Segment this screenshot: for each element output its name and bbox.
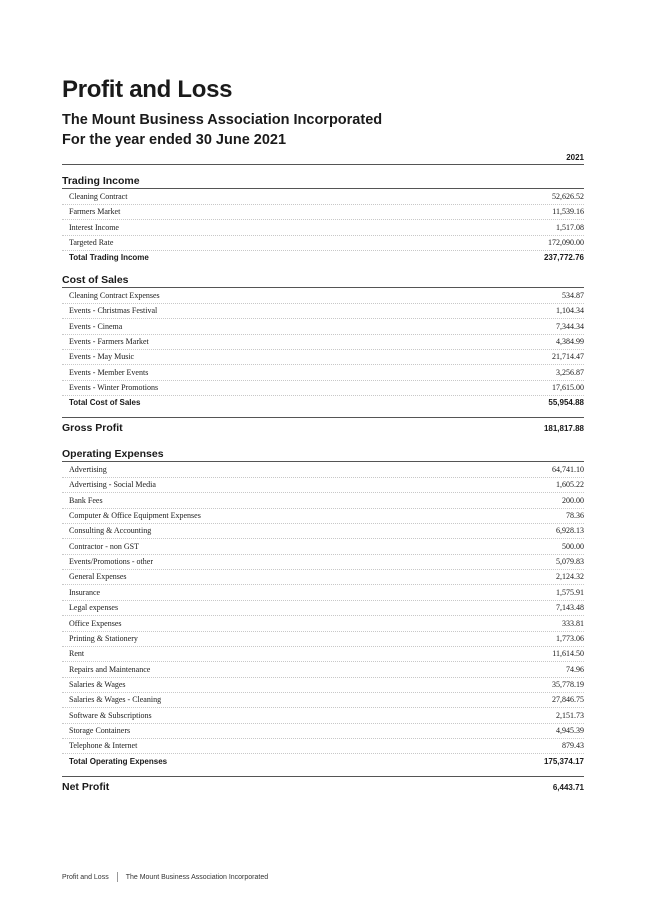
row-label: Salaries & Wages - Cleaning [69,695,162,705]
row-label: Telephone & Internet [69,741,138,751]
row-label: Consulting & Accounting [69,526,152,536]
row-value: 11,614.50 [552,649,584,659]
row-value: 333.81 [562,618,584,628]
row-label: Farmers Market [69,207,121,217]
row-label: Storage Containers [69,725,131,735]
gross-profit-row [62,417,584,440]
footer-separator [117,872,118,882]
row-label: Rent [69,649,85,659]
row-value: 1,517.08 [556,222,584,232]
row-value: 52,626.52 [552,192,584,201]
report-period: For the year ended 30 June 2021 [62,132,287,148]
table-row [62,677,584,693]
table-row [62,692,584,708]
table-row [62,662,584,678]
section-heading-operating-expenses: Operating Expenses [62,448,584,462]
total-row [62,395,584,410]
row-value: 11,539.16 [552,207,584,217]
row-value: 500.00 [562,541,584,551]
gross-profit-value: 181,817.88 [543,424,584,433]
table-row [62,585,584,601]
gross-profit-label: Gross Profit [62,422,123,434]
row-label: Events/Promotions - other [69,557,153,567]
row-value: 7,344.34 [556,321,584,331]
total-label: Total Cost of Sales [69,398,141,408]
total-row [62,754,584,769]
row-label: Software & Subscriptions [69,710,152,720]
footer-report-name: Profit and Loss [62,873,109,881]
table-row [62,523,584,539]
row-label: Advertising [69,465,107,474]
row-value: 2,151.73 [556,710,584,720]
row-value: 534.87 [562,291,584,300]
net-profit-value: 6,443.71 [552,783,584,792]
row-label: General Expenses [69,572,127,582]
section-heading-cost-of-sales: Cost of Sales [62,274,584,288]
total-value: 55,954.88 [548,398,584,408]
row-label: Targeted Rate [69,238,114,248]
row-label: Printing & Stationery [69,633,138,643]
table-row [62,616,584,632]
row-label: Events - May Music [69,352,135,362]
row-label: Events - Cinema [69,321,123,331]
row-label: Salaries & Wages [69,679,126,689]
row-value: 4,384.99 [556,337,584,347]
table-row [62,646,584,662]
page-title: Profit and Loss [62,76,233,103]
row-value: 78.36 [566,511,584,521]
footer-organization: The Mount Business Association Incorporated [125,873,269,881]
total-label: Total Trading Income [69,253,149,263]
row-label: Events - Member Events [69,367,149,377]
row-label: Repairs and Maintenance [69,664,151,674]
table-row [62,319,584,335]
table-row [62,554,584,570]
net-profit-row [62,776,584,799]
row-value: 21,714.47 [552,352,584,362]
row-value: 3,256.87 [556,367,584,377]
table-row [62,288,584,304]
table-row [62,738,584,754]
row-label: Advertising - Social Media [69,480,156,490]
row-label: Insurance [69,587,101,597]
table-row [62,508,584,524]
table-row [62,303,584,319]
row-label: Computer & Office Equipment Expenses [69,511,201,521]
row-label: Contractor - non GST [69,541,139,551]
row-label: Cleaning Contract [69,192,128,201]
net-profit-label: Net Profit [62,781,110,793]
row-value: 1,575.91 [556,587,584,597]
total-value: 237,772.76 [543,253,584,263]
row-value: 1,773.06 [556,633,584,643]
total-label: Total Operating Expenses [69,756,168,766]
table-row [62,493,584,509]
row-label: Bank Fees [69,495,103,505]
organization-name: The Mount Business Association Incorporated [62,112,383,128]
row-label: Office Expenses [69,618,122,628]
table-row [62,462,584,478]
total-value: 175,374.17 [543,756,584,766]
row-label: Events - Christmas Festival [69,306,158,316]
row-label: Interest Income [69,222,119,232]
table-row [62,349,584,365]
row-value: 7,143.48 [556,603,584,613]
table-row [62,204,584,220]
section-heading-trading-income: Trading Income [62,175,584,189]
row-value: 27,846.75 [552,695,584,705]
page-footer [62,872,268,882]
table-row [62,569,584,585]
row-value: 4,945.39 [556,725,584,735]
column-header-year: 2021 [566,153,584,162]
row-value: 172,090.00 [548,238,584,248]
table-row [62,235,584,251]
row-label: Events - Winter Promotions [69,383,159,393]
row-value: 1,605.22 [556,480,584,490]
total-row [62,250,584,265]
table-row [62,334,584,350]
row-value: 35,778.19 [552,679,584,689]
row-label: Legal expenses [69,603,119,613]
row-value: 6,928.13 [556,526,584,536]
row-value: 200.00 [562,495,584,505]
row-value: 5,079.83 [556,557,584,567]
row-value: 2,124.32 [556,572,584,582]
table-row [62,600,584,616]
row-value: 74.96 [566,664,584,674]
table-row [62,708,584,724]
table-row [62,477,584,493]
header-divider [62,164,584,165]
row-label: Events - Farmers Market [69,337,149,347]
row-value: 17,615.00 [552,383,584,393]
row-value: 64,741.10 [552,465,584,474]
row-label: Cleaning Contract Expenses [69,291,160,300]
table-row [62,723,584,739]
table-row [62,539,584,555]
table-row [62,380,584,396]
row-value: 879.43 [562,741,584,751]
table-row [62,631,584,647]
table-row [62,365,584,381]
table-row [62,220,584,236]
table-row [62,189,584,205]
row-value: 1,104.34 [556,306,584,316]
